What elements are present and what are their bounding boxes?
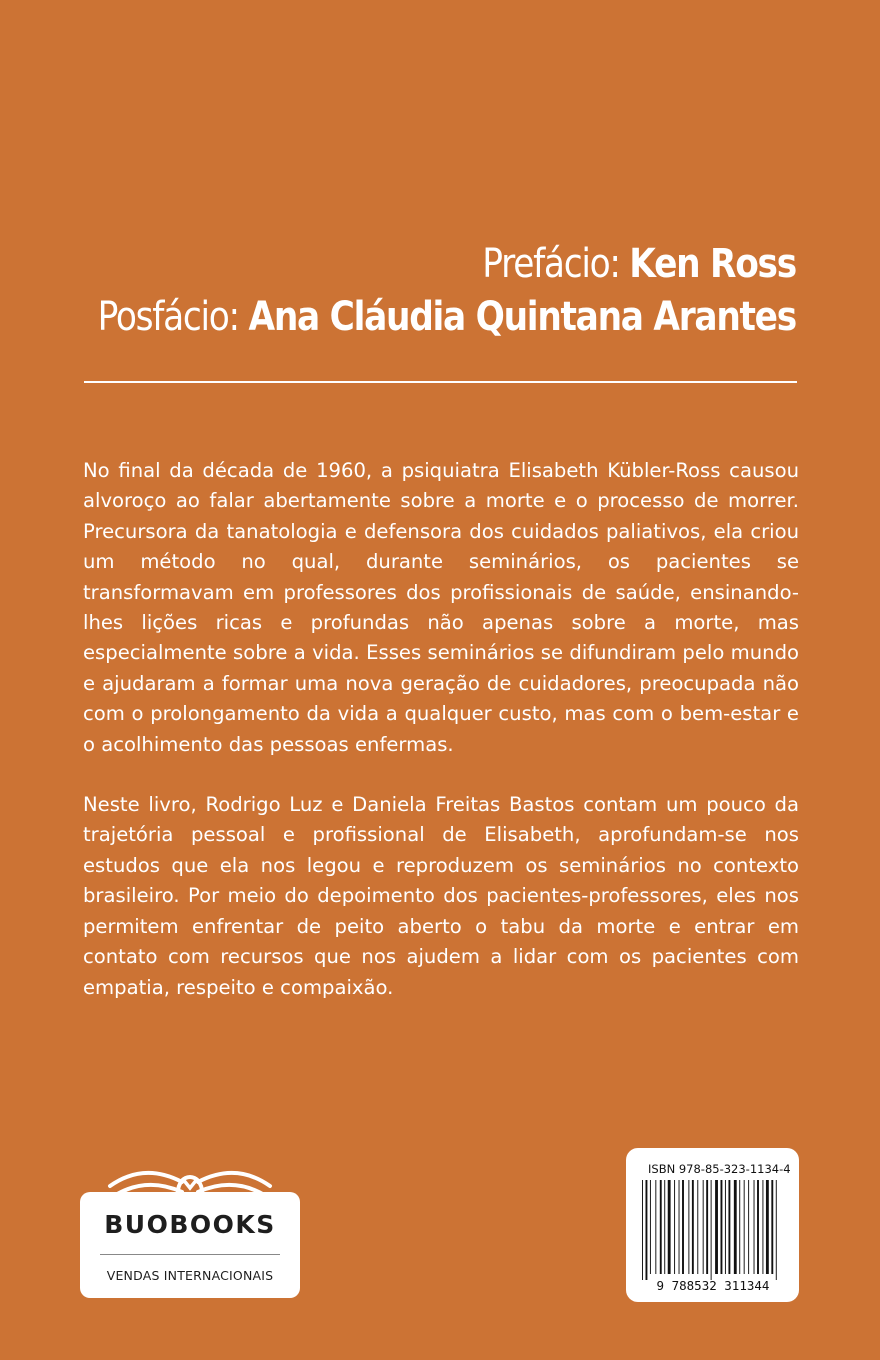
barcode-bar [711,1180,712,1280]
barcode-bar [674,1180,675,1274]
barcode-bar [655,1180,656,1274]
barcode-bar [650,1180,651,1274]
publisher-logo [80,1192,300,1298]
barcode-bar [646,1180,648,1280]
barcode-bar [757,1180,759,1274]
barcode-bar [748,1180,749,1274]
divider-rule [84,381,797,383]
barcode-bar [642,1180,643,1280]
isbn-label: ISBN 978-85-323-1134-4 [648,1162,791,1176]
barcode-bar [771,1180,773,1274]
barcode-bar [739,1180,740,1274]
barcode-bar [762,1180,763,1274]
barcode-bar [728,1180,730,1274]
barcode-bar [766,1180,769,1274]
barcode-bar [679,1180,680,1274]
barcode-bar [692,1180,694,1274]
synopsis [83,456,799,1033]
credits-block [0,238,796,344]
postface-name: Ana Cláudia Quintana Arantes [248,294,796,340]
preface-label: Prefácio: [482,241,630,287]
preface-credit [98,238,796,291]
barcode-bar [660,1180,662,1274]
barcode-icon [638,1180,788,1292]
synopsis-paragraph-1: No final da década de 1960, a psiquiatra Elisabeth Kübler-Ross causou alvoroço ao falar abertamente sobre a morte e o processo de morrer. Precursora da tanatologia e defensora dos cuidados paliativos, ela criou um método no qual, durante seminários, os pacientes se transformavam em professores dos profissionais de saúde, ensinando-lhes lições ricas e profundas não apenas sobre a morte, mas especialmente sobre a vida. Esses seminários se difundiram pelo mundo e ajudaram a formar uma nova geração de cuidadores, preocupada não com o prolongamento da vida a qualquer custo, mas com o bem-estar e o acolhimento das pessoas enfermas. [83,459,799,756]
owl-wings-icon [104,1152,276,1216]
barcode-bar [721,1180,723,1274]
publisher-subtitle: VENDAS INTERNACIONAIS [106,1268,274,1283]
barcode-bar [734,1180,737,1274]
publisher-name: BUOBOOKS [104,1210,276,1239]
barcode-bar [754,1180,755,1274]
barcode-bar [744,1180,745,1274]
barcode-bar [682,1180,684,1274]
barcode-bar [776,1180,777,1280]
barcode-panel [626,1148,799,1302]
barcode-bar [668,1180,671,1274]
postface-credit [98,291,796,344]
preface-name: Ken Ross [629,241,796,287]
barcode-bar [706,1180,708,1274]
barcode-bar [697,1180,698,1274]
barcode-digits: 9 788532 311344 [656,1278,770,1292]
barcode-bar [725,1180,726,1274]
barcode-bar [703,1180,704,1274]
postface-label: Posfácio: [97,294,249,340]
barcode-bar [664,1180,665,1274]
publisher-divider [100,1254,280,1255]
synopsis-paragraph-2: Neste livro, Rodrigo Luz e Daniela Freitas Bastos contam um pouco da trajetória pessoal e profissional de Elisabeth, aprofundam-se nos estudos que ela nos legou e reproduzem os seminários no contexto brasileiro. Por meio do depoimento dos pacientes-professores, eles nos permitem enfrentar de peito aberto o tabu da morte e entrar em contato com recursos que nos ajudem a lidar com os pacientes com empatia, respeito e compaixão. [83,793,799,999]
barcode-bar [715,1180,718,1274]
barcode-bar [688,1180,689,1274]
